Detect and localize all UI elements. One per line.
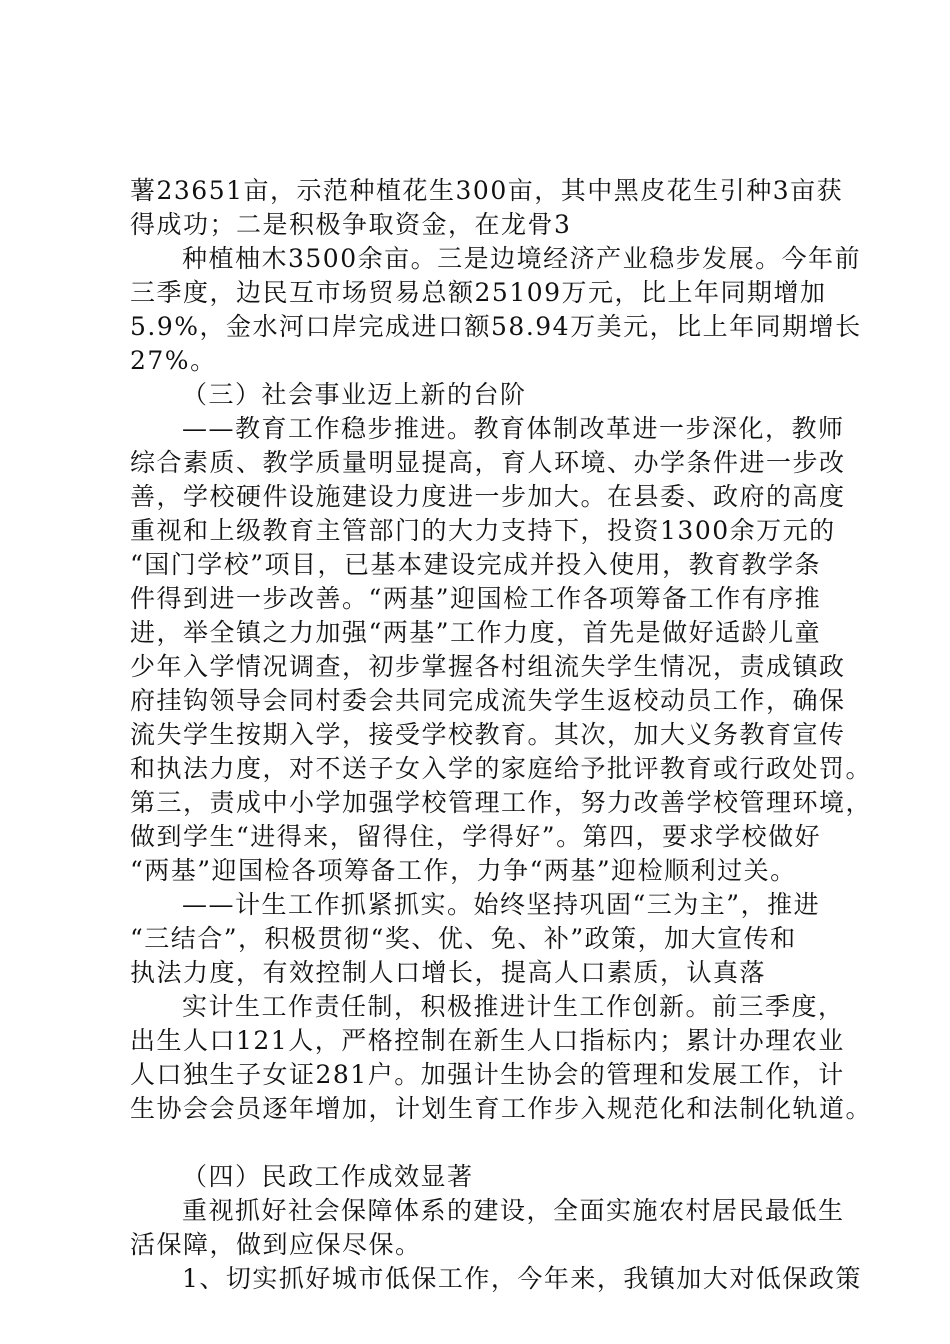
text-line: “国门学校”项目，已基本建设完成并投入使用，教育教学条 <box>130 550 822 579</box>
text-line: “三结合”，积极贯彻“奖、优、免、补”政策，加大宣传和 <box>130 924 797 953</box>
text-line: 重视抓好社会保障体系的建设，全面实施农村居民最低生 <box>182 1196 845 1225</box>
blank-line <box>130 1126 840 1160</box>
text-line: 种植柚木3500余亩。三是边境经济产业稳步发展。今年前 <box>182 244 862 273</box>
text-line: 人口独生子女证281户。加强计生协会的管理和发展工作，计 <box>130 1060 845 1089</box>
text-line: 出生人口121人，严格控制在新生人口指标内；累计办理农业 <box>130 1026 845 1055</box>
text-line: 件得到进一步改善。“两基”迎国检工作各项筹备工作有序推 <box>130 584 822 613</box>
text-line: ——计生工作抓紧抓实。始终坚持巩固“三为主”，推进 <box>182 890 821 919</box>
section-heading: （四）民政工作成效显著 <box>182 1162 474 1191</box>
text-line: 第三，责成中小学加强学校管理工作，努力改善学校管理环境， <box>130 788 873 817</box>
text-line: “两基”迎国检各项筹备工作，力争“两基”迎检顺利过关。 <box>130 856 797 885</box>
text-line: 5.9%，金水河口岸完成进口额58.94万美元，比上年同期增长 <box>130 312 862 341</box>
text-line: 善，学校硬件设施建设力度进一步加大。在县委、政府的高度 <box>130 482 846 511</box>
text-line: 生协会会员逐年增加，计划生育工作步入规范化和法制化轨道。 <box>130 1094 873 1123</box>
text-line: 三季度，边民互市场贸易总额25109万元，比上年同期增加 <box>130 278 827 307</box>
text-line: 做到学生“进得来，留得住，学得好”。第四，要求学校做好 <box>130 822 822 851</box>
text-line: 少年入学情况调查，初步掌握各村组流失学生情况，责成镇政 <box>130 652 846 681</box>
text-line: 综合素质、教学质量明显提高，育人环境、办学条件进一步改 <box>130 448 846 477</box>
text-line: 执法力度，有效控制人口增长，提高人口素质，认真落 <box>130 958 767 987</box>
text-line: 薯23651亩，示范种植花生300亩，其中黑皮花生引种3亩获 <box>130 176 844 205</box>
text-line: 27%。 <box>130 346 217 375</box>
text-line: 活保障，做到应保尽保。 <box>130 1230 422 1259</box>
text-line: 进，举全镇之力加强“两基”工作力度，首先是做好适龄儿童 <box>130 618 822 647</box>
text-line: 府挂钩领导会同村委会共同完成流失学生返校动员工作，确保 <box>130 686 846 715</box>
text-line: 和执法力度，对不送子女入学的家庭给予批评教育或行政处罚。 <box>130 754 873 783</box>
text-line: 重视和上级教育主管部门的大力支持下，投资1300余万元的 <box>130 516 836 545</box>
text-line: 实计生工作责任制，积极推进计生工作创新。前三季度， <box>182 992 845 1021</box>
text-line: 得成功；二是积极争取资金，在龙骨3 <box>130 210 572 239</box>
text-line: 1、切实抓好城市低保工作，今年来，我镇加大对低保政策 <box>182 1264 862 1293</box>
text-line: 流失学生按期入学，接受学校教育。其次，加大义务教育宣传 <box>130 720 846 749</box>
text-line: ——教育工作稳步推进。教育体制改革进一步深化，教师 <box>182 414 845 443</box>
section-heading: （三）社会事业迈上新的台阶 <box>182 380 527 409</box>
document-body <box>130 174 873 1296</box>
